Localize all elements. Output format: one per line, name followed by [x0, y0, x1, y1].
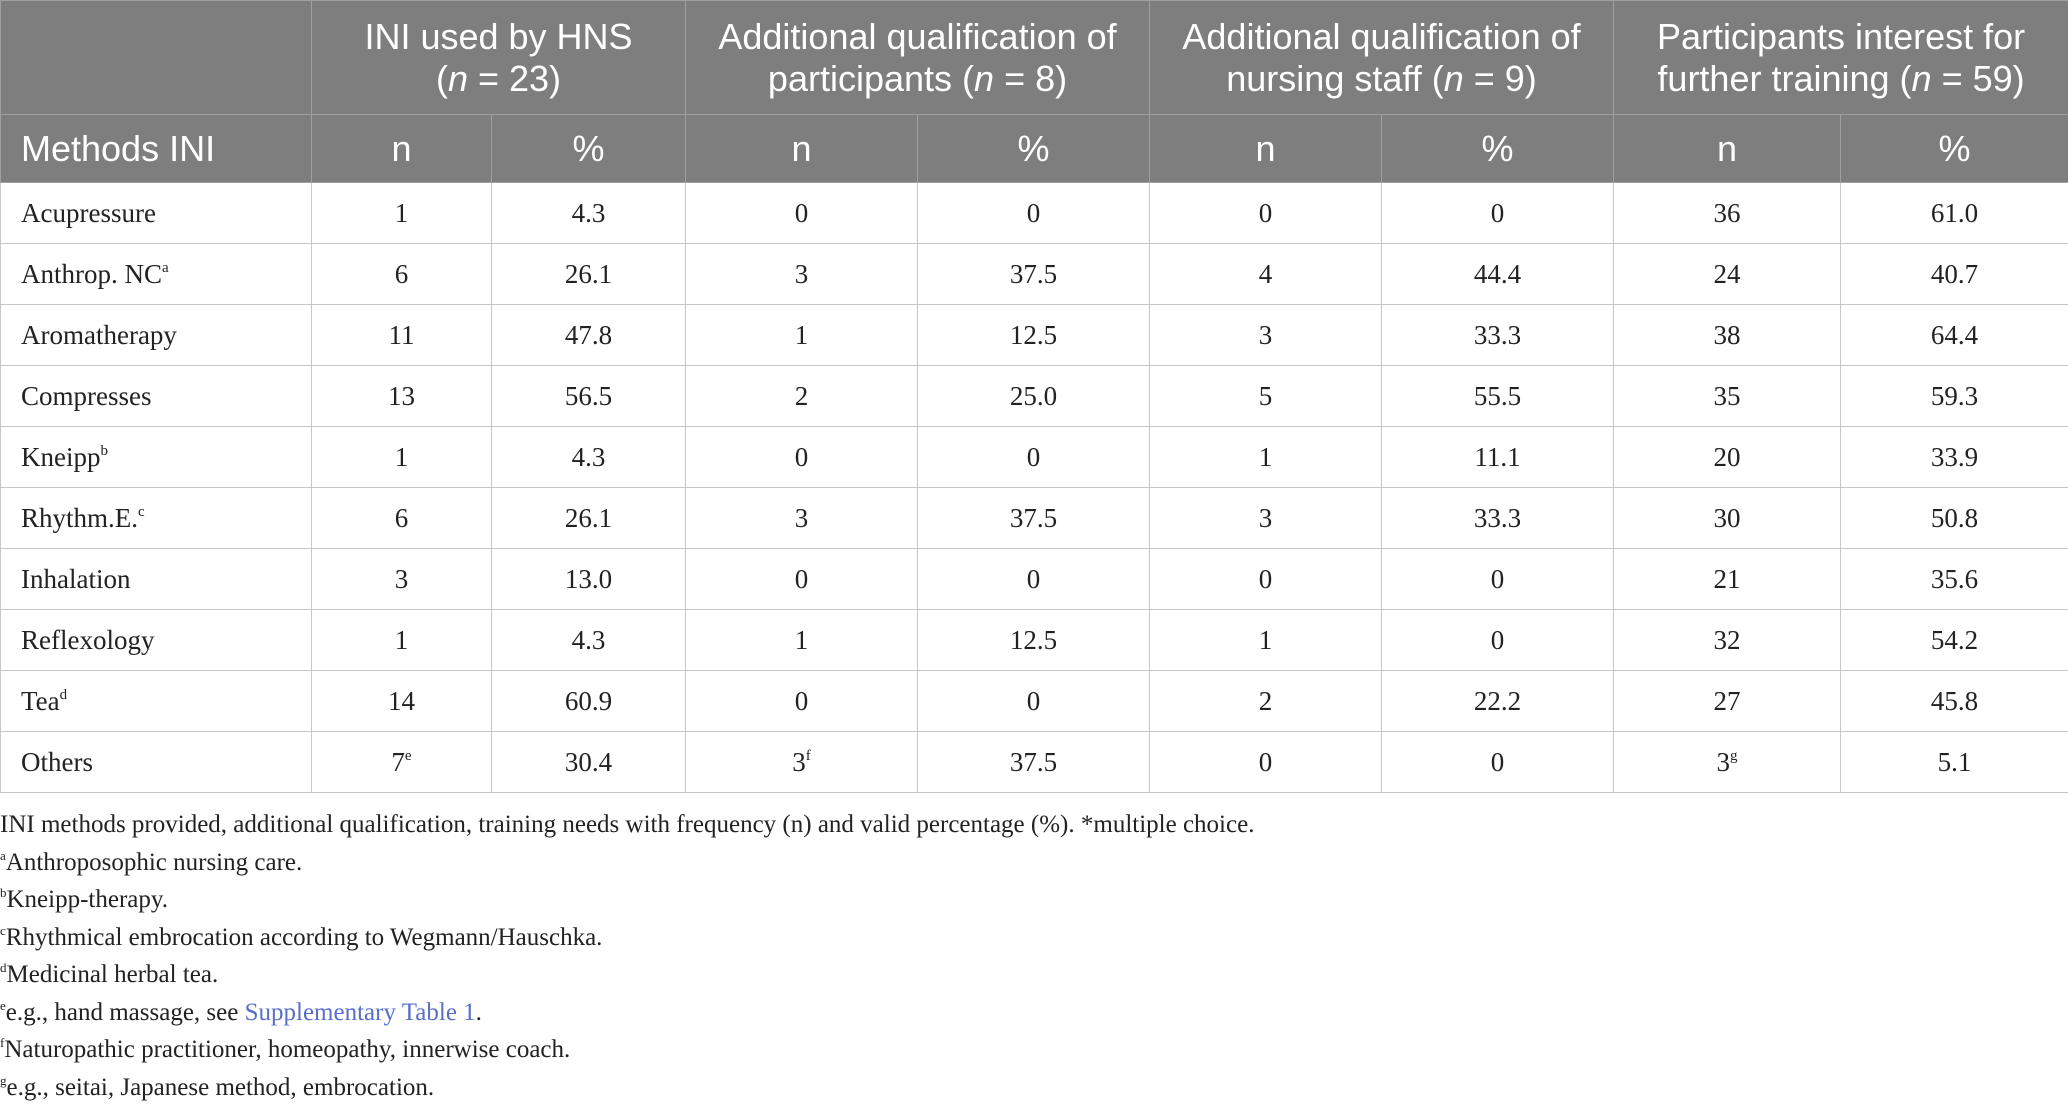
training-pct-cell: 5.1 [1841, 732, 2068, 793]
participants-pct-cell: 0 [918, 549, 1150, 610]
col-header-pct: % [1841, 115, 2068, 183]
table-row [1, 305, 2068, 366]
method-cell: Aromatherapy [1, 305, 312, 366]
staff-pct-cell: 0 [1382, 549, 1614, 610]
hns-pct-cell: 4.3 [492, 183, 686, 244]
training-n-cell: 3$^g$ [1614, 732, 1841, 793]
staff-pct-cell: 44.4 [1382, 244, 1614, 305]
group-header-nursing-staff: Additional qualification of nursing staff (n = 9) [1150, 1, 1614, 115]
hns-n-cell: 11 [312, 305, 492, 366]
group-header-row [1, 1, 2068, 115]
group-header-training: Participants interest for further training (n = 59) [1614, 1, 2068, 115]
participants-n-cell: 1 [686, 305, 918, 366]
hns-n-cell: 1 [312, 427, 492, 488]
hns-n-cell: 6 [312, 244, 492, 305]
method-cell: Acupressure [1, 183, 312, 244]
col-header-n: n [312, 115, 492, 183]
training-pct-cell: 61.0 [1841, 183, 2068, 244]
method-cell: Anthrop. $NC^a$ [1, 244, 312, 305]
staff-pct-cell: 0 [1382, 610, 1614, 671]
hns-pct-cell: 60.9 [492, 671, 686, 732]
method-cell: Tea$^d$ [1, 671, 312, 732]
header-corner [1, 1, 312, 115]
training-pct-cell: 40.7 [1841, 244, 2068, 305]
participants-n-cell: 3 [686, 488, 918, 549]
hns-n-cell: 3 [312, 549, 492, 610]
staff-n-cell: 0 [1150, 732, 1382, 793]
participants-n-cell: 3$^f$ [686, 732, 918, 793]
staff-pct-cell: 33.3 [1382, 488, 1614, 549]
table-row [1, 244, 2068, 305]
footnote-a: $^a$Anthroposophic nursing care. [0, 847, 303, 876]
group-header-participants: Additional qualification of participants (n = 8) [686, 1, 1150, 115]
staff-pct-cell: 11.1 [1382, 427, 1614, 488]
training-n-cell: 32 [1614, 610, 1841, 671]
participants-n-cell: 0 [686, 183, 918, 244]
participants-n-cell: 1 [686, 610, 918, 671]
participants-n-cell: 3 [686, 244, 918, 305]
training-pct-cell: 64.4 [1841, 305, 2068, 366]
participants-pct-cell: 0 [918, 183, 1150, 244]
training-pct-cell: 33.9 [1841, 427, 2068, 488]
staff-pct-cell: 0 [1382, 732, 1614, 793]
staff-n-cell: 0 [1150, 183, 1382, 244]
hns-n-cell: 13 [312, 366, 492, 427]
staff-pct-cell: 0 [1382, 183, 1614, 244]
table-row [1, 183, 2068, 244]
table-row [1, 732, 2068, 793]
training-n-cell: 21 [1614, 549, 1841, 610]
col-header-n: n [1614, 115, 1841, 183]
footnote-c: $^c$Rhythmical embrocation according to Wegmann/Hauschka. [0, 922, 603, 951]
training-n-cell: 38 [1614, 305, 1841, 366]
staff-pct-cell: 22.2 [1382, 671, 1614, 732]
table-body [1, 183, 2068, 793]
group-header-hns: INI used by HNS (n = 23) [312, 1, 686, 115]
participants-pct-cell: 37.5 [918, 488, 1150, 549]
method-cell: Others [1, 732, 312, 793]
footnote-g: $^g$e.g., seitai, Japanese method, embrocation. [0, 1072, 435, 1101]
hns-n-cell: 14 [312, 671, 492, 732]
table-footnotes [0, 806, 1254, 1106]
supplementary-table-link[interactable]: Supplementary Table 1 [244, 998, 476, 1026]
participants-pct-cell: 12.5 [918, 305, 1150, 366]
methods-header: Methods INI [1, 115, 312, 183]
footnote-e: $^e$e.g., hand massage, see Supplementary Table 1. [0, 997, 482, 1026]
table-row [1, 427, 2068, 488]
training-pct-cell: 35.6 [1841, 549, 2068, 610]
staff-n-cell: 3 [1150, 305, 1382, 366]
participants-n-cell: 0 [686, 427, 918, 488]
training-n-cell: 35 [1614, 366, 1841, 427]
participants-n-cell: 2 [686, 366, 918, 427]
training-pct-cell: 50.8 [1841, 488, 2068, 549]
hns-pct-cell: 4.3 [492, 610, 686, 671]
footnote-f: $^f$Naturopathic practitioner, homeopathy, innerwise coach. [0, 1035, 571, 1063]
staff-pct-cell: 33.3 [1382, 305, 1614, 366]
training-pct-cell: 54.2 [1841, 610, 2068, 671]
col-header-n: n [1150, 115, 1382, 183]
table-row [1, 488, 2068, 549]
participants-pct-cell: 25.0 [918, 366, 1150, 427]
hns-n-cell: 1 [312, 610, 492, 671]
sub-header-row [1, 115, 2068, 183]
training-pct-cell: 59.3 [1841, 366, 2068, 427]
method-cell: Compresses [1, 366, 312, 427]
participants-pct-cell: 37.5 [918, 732, 1150, 793]
footnote-b: $^b$Kneipp-therapy. [0, 885, 169, 913]
footnote-main: INI methods provided, additional qualification, training needs with frequency (n) and valid percentage (%). *multiple choice. [0, 811, 1255, 838]
hns-pct-cell: 4.3 [492, 427, 686, 488]
training-n-cell: 30 [1614, 488, 1841, 549]
staff-n-cell: 0 [1150, 549, 1382, 610]
training-n-cell: 36 [1614, 183, 1841, 244]
col-header-pct: % [918, 115, 1150, 183]
participants-pct-cell: 37.5 [918, 244, 1150, 305]
hns-pct-cell: 26.1 [492, 488, 686, 549]
method-cell: Kneipp$^b$ [1, 427, 312, 488]
training-pct-cell: 45.8 [1841, 671, 2068, 732]
training-n-cell: 27 [1614, 671, 1841, 732]
table-row [1, 549, 2068, 610]
hns-n-cell: 7e [312, 732, 492, 793]
staff-pct-cell: 55.5 [1382, 366, 1614, 427]
col-header-n: n [686, 115, 918, 183]
staff-n-cell: 1 [1150, 427, 1382, 488]
hns-n-cell: 1 [312, 183, 492, 244]
participants-pct-cell: 0 [918, 671, 1150, 732]
hns-pct-cell: 30.4 [492, 732, 686, 793]
participants-n-cell: 0 [686, 549, 918, 610]
training-n-cell: 20 [1614, 427, 1841, 488]
hns-pct-cell: 13.0 [492, 549, 686, 610]
method-cell: Inhalation [1, 549, 312, 610]
staff-n-cell: 4 [1150, 244, 1382, 305]
staff-n-cell: 5 [1150, 366, 1382, 427]
participants-pct-cell: 12.5 [918, 610, 1150, 671]
hns-pct-cell: 56.5 [492, 366, 686, 427]
staff-n-cell: 2 [1150, 671, 1382, 732]
table-row [1, 366, 2068, 427]
table-row [1, 671, 2068, 732]
staff-n-cell: 1 [1150, 610, 1382, 671]
hns-pct-cell: 26.1 [492, 244, 686, 305]
col-header-pct: % [1382, 115, 1614, 183]
col-header-pct: % [492, 115, 686, 183]
method-cell: Rhythm.E.$^c$ [1, 488, 312, 549]
participants-n-cell: 0 [686, 671, 918, 732]
staff-n-cell: 3 [1150, 488, 1382, 549]
method-cell: Reflexology [1, 610, 312, 671]
footnote-d: $^d$Medicinal herbal tea. [0, 960, 219, 988]
table-row [1, 610, 2068, 671]
training-n-cell: 24 [1614, 244, 1841, 305]
hns-pct-cell: 47.8 [492, 305, 686, 366]
participants-pct-cell: 0 [918, 427, 1150, 488]
hns-n-cell: 6 [312, 488, 492, 549]
